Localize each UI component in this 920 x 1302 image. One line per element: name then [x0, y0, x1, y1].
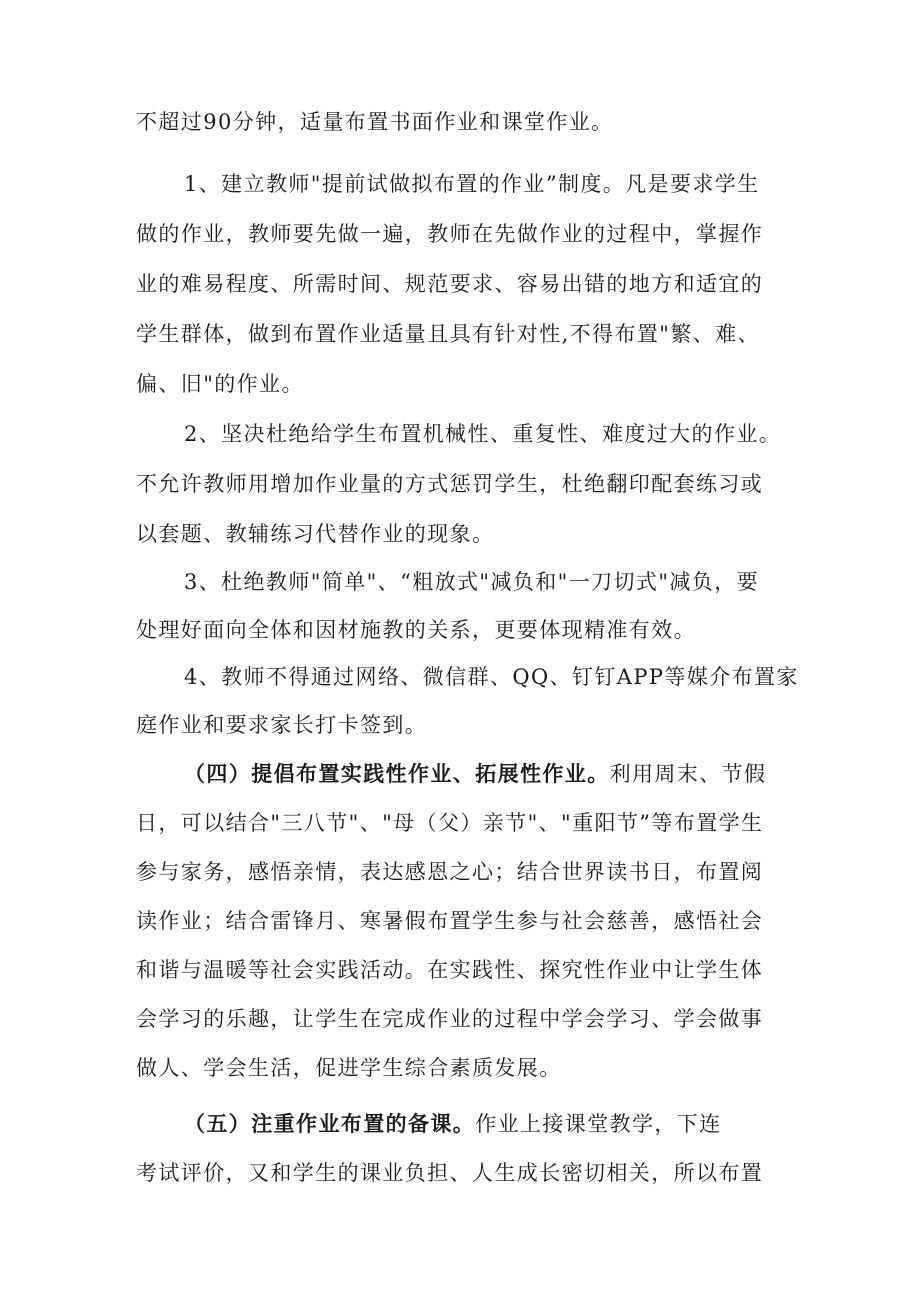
text-line: 考试评价，又和学生的课业负担、人生成长密切相关，所以布置 [136, 1161, 764, 1185]
text-line: 和谐与温暖等社会实践活动。在实践性、探究性作业中让学生体 [136, 958, 764, 982]
paragraph-1-start: 1、建立教师"提前试做拟布置的作业”制度。凡是要求学生 [184, 172, 760, 196]
text-line: 参与家务，感悟亲情，表达感恩之心；结合世界读书日，布置阅 [136, 860, 764, 884]
paragraph-4-start: 4、教师不得通过网络、微信群、QQ、钉钉APP等媒介布置家 [184, 665, 799, 689]
text-line: 以套题、教辅练习代替作业的现象。 [136, 522, 495, 546]
paragraph-3-start: 3、杜绝教师"简单"、“粗放式"减负和"一刀切式"减负，要 [184, 570, 759, 594]
section-four-heading-line: （四）提倡布置实践性作业、拓展性作业。利用周末、节假 [184, 762, 767, 786]
text-line: 处理好面向全体和因材施教的关系，更要体现精准有效。 [136, 618, 696, 642]
text-line: 庭作业和要求家长打卡签到。 [136, 713, 428, 737]
text-line: 业的难易程度、所需时间、规范要求、容易出错的地方和适宜的 [136, 272, 764, 296]
text-line: 会学习的乐趣，让学生在完成作业的过程中学会学习、学会做事 [136, 1007, 764, 1031]
text-line: 做人、学会生活，促进学生综合素质发展。 [136, 1056, 562, 1080]
text-line: 学生群体，做到布置作业适量且具有针对性,不得布置"繁、难、 [136, 322, 760, 346]
text-line: 读作业；结合雷锋月、寒暑假布置学生参与社会慈善，感悟社会 [136, 909, 764, 933]
section-five-heading-line: （五）注重作业布置的备课。作业上接课堂教学，下连 [184, 1112, 722, 1136]
section-four-heading: （四）提倡布置实践性作业、拓展性作业。 [184, 762, 610, 786]
section-five-heading: （五）注重作业布置的备课。 [184, 1112, 476, 1136]
text-line: 不超过90分钟，适量布置书面作业和课堂作业。 [136, 110, 614, 134]
text-line: 做的作业，教师要先做一遍，教师在先做作业的过程中，掌握作 [136, 222, 764, 246]
text-line: 不允许教师用增加作业量的方式惩罚学生，杜绝翻印配套练习或 [136, 472, 764, 496]
text-line: 日，可以结合"三八节"、"母（父）亲节"、"重阳节”等布置学生 [136, 811, 764, 835]
paragraph-2-start: 2、坚决杜绝给学生布置机械性、重复性、难度过大的作业。 [184, 422, 782, 446]
text-line: 偏、旧"的作业。 [136, 372, 304, 396]
